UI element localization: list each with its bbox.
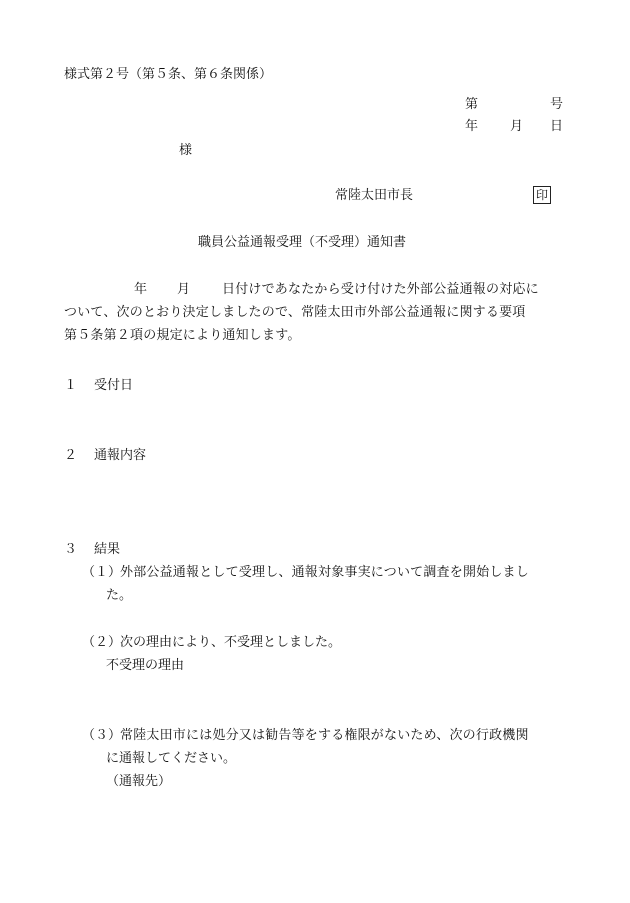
result-item-3-sub: （通報先） xyxy=(106,774,172,789)
seal-text: 印 xyxy=(533,186,551,204)
date-year: 年 xyxy=(465,119,479,134)
result-item-1-number: （１） xyxy=(82,565,122,580)
result-item-3-number: （３） xyxy=(82,728,122,743)
result-item-3-line-2: に通報してください。 xyxy=(106,751,237,766)
intro-month: 月 xyxy=(177,282,191,297)
result-item-2-number: （２） xyxy=(82,635,122,650)
date-month: 月 xyxy=(510,119,524,134)
section-2-number: ２ xyxy=(64,448,78,463)
section-1-number: １ xyxy=(64,378,78,393)
seal-mark xyxy=(533,186,551,206)
intro-year: 年 xyxy=(134,282,148,297)
result-item-3-line-1: 常陸太田市には処分又は勧告等をする権限がないため、次の行政機関 xyxy=(120,728,529,743)
result-item-1-line-1: 外部公益通報として受理し、通報対象事実について調査を開始しまし xyxy=(120,565,529,580)
intro-line-1: 日付けであなたから受け付けた外部公益通報の対応に xyxy=(222,282,539,297)
sender-name: 常陸太田市長 xyxy=(335,188,414,203)
result-item-2-sub: 不受理の理由 xyxy=(106,658,185,673)
intro-line-2: ついて、次のとおり決定しましたので、常陸太田市外部公益通報に関する要項 xyxy=(64,305,526,320)
section-3-number: ３ xyxy=(64,542,78,557)
result-item-2-line-1: 次の理由により、不受理としました。 xyxy=(120,635,342,650)
section-3-label: 結果 xyxy=(94,542,121,557)
number-suffix: 号 xyxy=(550,97,564,112)
form-label: 様式第２号（第５条、第６条関係） xyxy=(64,67,273,82)
number-prefix: 第 xyxy=(465,97,479,112)
result-item-1-line-2: た。 xyxy=(106,588,133,603)
addressee-suffix: 様 xyxy=(179,143,193,158)
section-2-label: 通報内容 xyxy=(94,448,147,463)
section-1-label: 受付日 xyxy=(94,378,134,393)
document-title: 職員公益通報受理（不受理）通知書 xyxy=(198,235,407,250)
date-day: 日 xyxy=(550,119,564,134)
intro-line-3: 第５条第２項の規定により通知します。 xyxy=(64,328,301,343)
